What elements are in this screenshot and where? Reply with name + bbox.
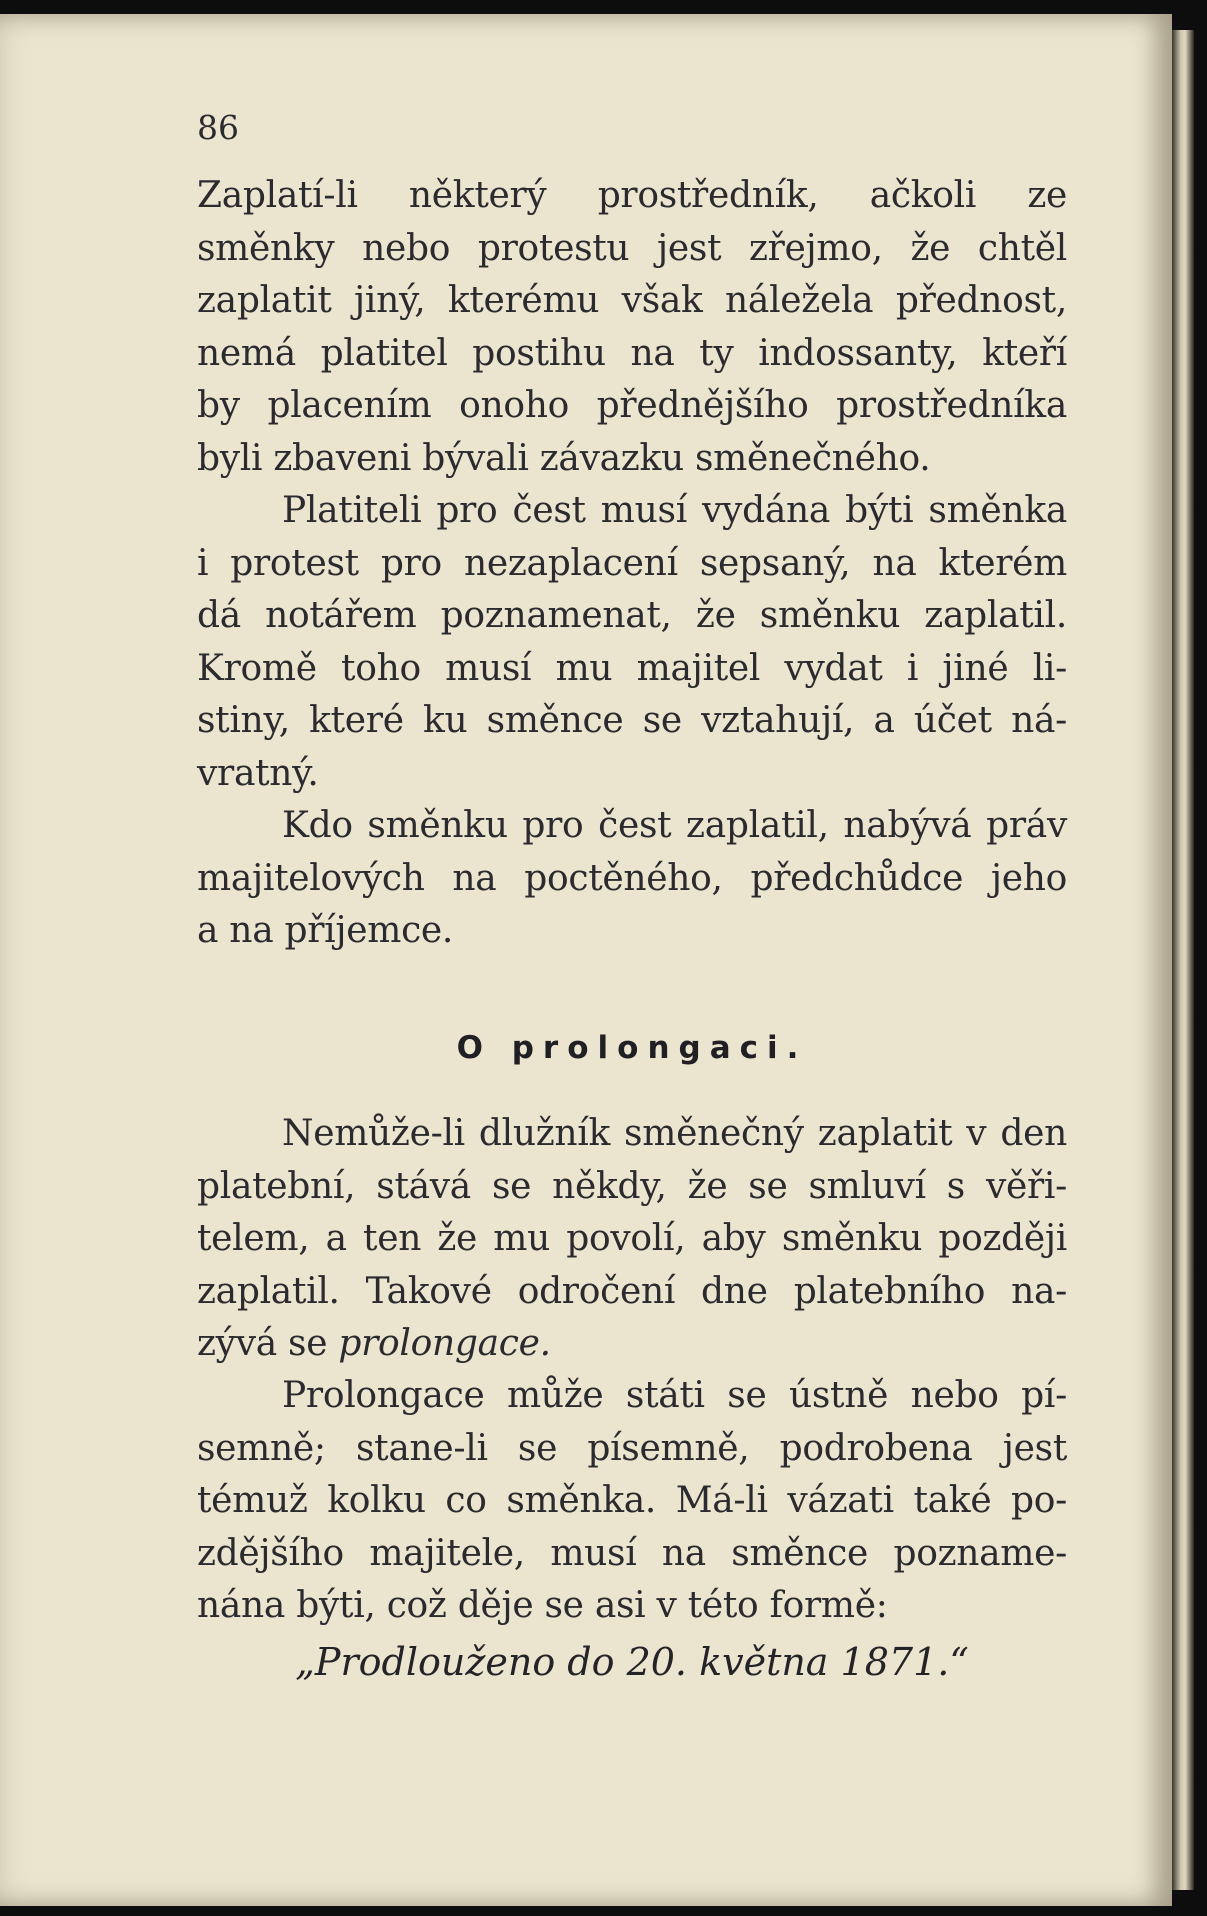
- text-line: a na příjemce.: [197, 910, 454, 951]
- text-line: Zaplatí-li některý prostředník, ačkoli ze: [197, 175, 1067, 216]
- text-line: témuž kolku co směnka. Má-li vázati také po-: [197, 1480, 1067, 1521]
- text-line: Prolongace může státi se ústně nebo pí-: [282, 1375, 1067, 1416]
- text-line: by placením onoho přednějšího prostředníka: [197, 385, 1067, 426]
- text-line: Kdo směnku pro čest zaplatil, nabývá práv: [282, 805, 1067, 846]
- text-line: směnky nebo protestu jest zřejmo, že chtěl: [197, 227, 1067, 269]
- text-line: nemá platitel postihu na ty indossanty, kteří: [197, 332, 1067, 374]
- text-line: semně; stane-li se písemně, podrobena jest: [197, 1427, 1067, 1469]
- text-line: majitelových na poctěného, předchůdce jeho: [197, 857, 1067, 899]
- text-line: nána býti, což děje se asi v této formě:: [197, 1585, 888, 1626]
- page-edge: [1172, 30, 1194, 1890]
- paragraph-5: [197, 1370, 1067, 1633]
- text-line: byli zbaveni bývali závazku směnečného.: [197, 437, 931, 479]
- text-line: zaplatil. Takové odročení dne platebního na-: [197, 1270, 1067, 1312]
- text-line: vratný.: [197, 752, 319, 794]
- text-segment: zývá se: [197, 1323, 339, 1364]
- text-line: zdějšího majitele, musí na směnce poznamе-: [197, 1532, 1067, 1574]
- text-line: dá notářem poznamenat, že směnku zaplatil.: [197, 595, 1067, 636]
- text-line: Platiteli pro čest musí vydána býti směnka: [282, 490, 1067, 531]
- section-heading: O prolongaci.: [456, 1030, 808, 1066]
- text-line: [197, 1318, 1067, 1371]
- paragraph-4: [197, 1108, 1067, 1371]
- text-line: Nemůže-li dlužník směnečný zaplatit v den: [282, 1113, 1067, 1154]
- text-line: telem, a ten že mu povolí, aby směnku později: [197, 1218, 1067, 1259]
- text-line: platební, stává se někdy, že se smluví s věři-: [197, 1165, 1067, 1207]
- text-line: Kromě toho musí mu majitel vydat i jiné li-: [197, 647, 1067, 689]
- text-line: i protest pro nezaplacení sepsaný, na kterém: [197, 542, 1067, 584]
- paragraph-3: [197, 800, 1067, 958]
- paragraph-1: [197, 170, 1067, 485]
- prolongation-formula: „Prodlouženo do 20. května 1871.“: [295, 1640, 969, 1684]
- text-line: zaplatit jiný, kterému však náležela přednost,: [197, 280, 1067, 321]
- paragraph-2: [197, 485, 1067, 800]
- text-line: stiny, které ku směnce se vztahují, a účet ná-: [197, 700, 1067, 741]
- term-italic: prolongace.: [338, 1323, 551, 1364]
- page-number: 86: [197, 108, 239, 147]
